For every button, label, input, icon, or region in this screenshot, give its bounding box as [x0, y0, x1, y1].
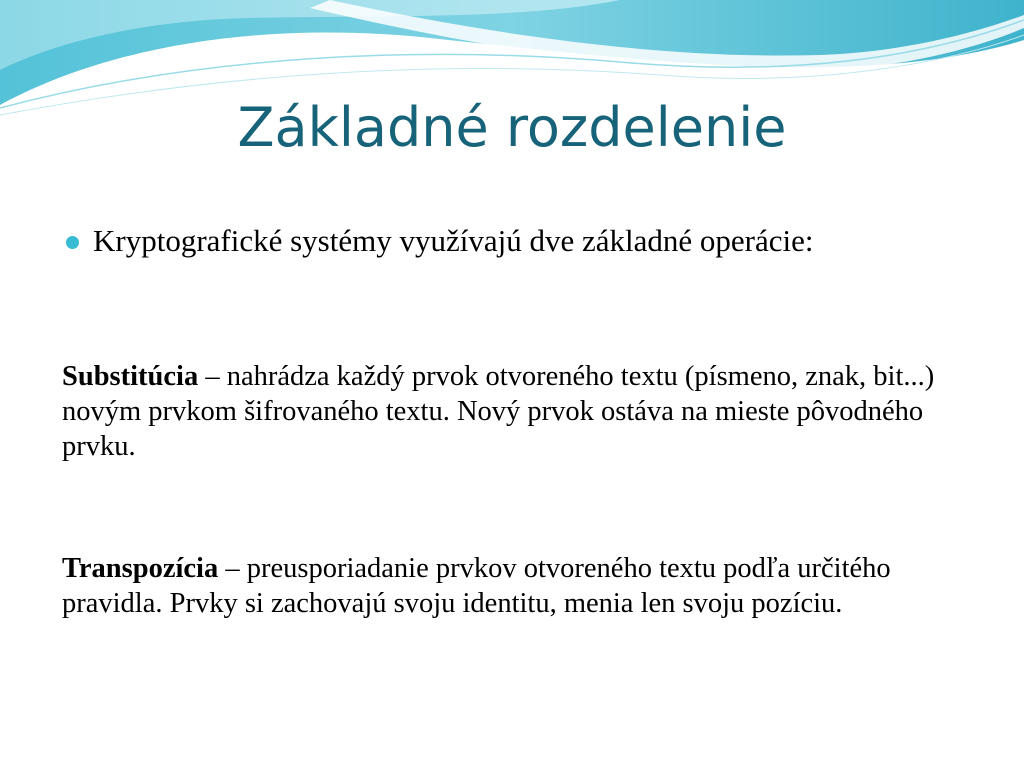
bullet-item [62, 222, 962, 260]
slide-title: Základné rozdelenie [237, 96, 787, 159]
transposition-description: – preusporiadanie prvkov otvoreného textu podľa určitého pravidla. Prvky si zachovajú svoju identitu, menia len svoju pozíciu. [62, 553, 891, 619]
transposition-term: Transpozícia [62, 553, 219, 584]
substitution-term: Substitúcia [62, 361, 199, 392]
bullet-text: Kryptografické systémy využívajú dve základné operácie: [93, 223, 814, 258]
substitution-paragraph [62, 359, 962, 464]
transposition-paragraph [62, 551, 962, 621]
bullet-icon [66, 236, 79, 249]
substitution-description: – nahrádza každý prvok otvoreného textu (písmeno, znak, bit...) novým prvkom šifrovaného textu. Nový prvok ostáva na mieste pôvodného prvku. [62, 361, 935, 462]
